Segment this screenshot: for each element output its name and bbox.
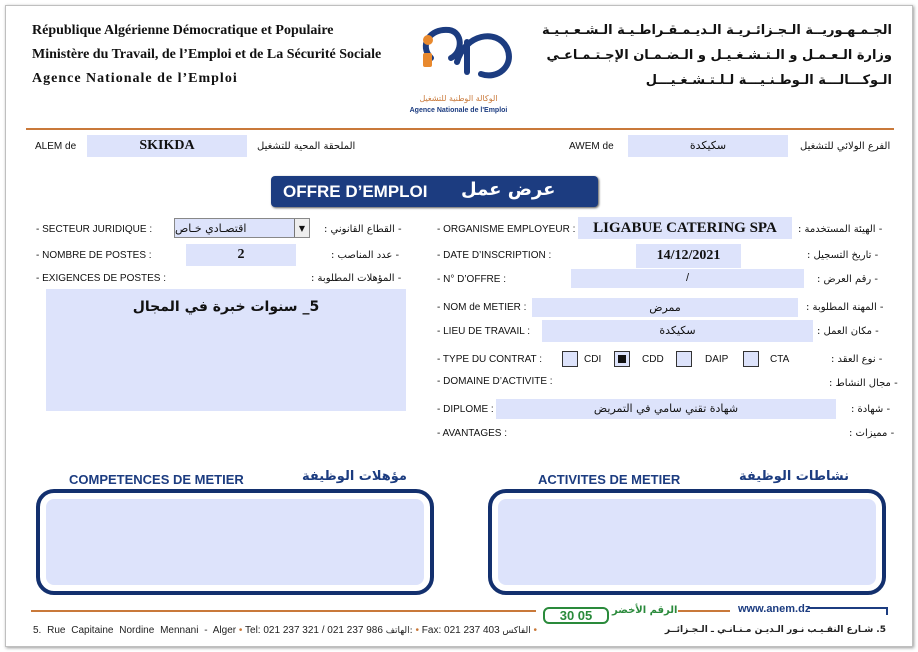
contrat-daip-checkbox[interactable] xyxy=(676,351,692,367)
contrat-cta-checkbox[interactable] xyxy=(743,351,759,367)
date-label-arabic: - تاريخ التسجيل : xyxy=(807,250,879,261)
secteur-value: اقتصـادي خـاص xyxy=(175,222,247,235)
header-ar-ministry: وزارة الـعـمـل و الـتـشـغـيـل و الـضـمـان الإجـتـمـاعـي xyxy=(546,48,892,63)
logo-arabic-text: الوكالة الوطنية للتشغيل xyxy=(419,94,498,103)
banner-title-fr: OFFRE D’EMPLOI xyxy=(283,182,428,201)
contrat-cta-label: CTA xyxy=(770,354,790,365)
awem-label-arabic: الفرع الولائي للتشغيل xyxy=(800,141,891,152)
contrat-cdi-label: CDI xyxy=(584,354,602,365)
contrat-label-arabic: - نوع العقد : xyxy=(831,354,883,365)
metier-label: - NOM de METIER : xyxy=(437,302,527,313)
activites-title: ACTIVITES DE METIER xyxy=(538,472,681,487)
alem-label: ALEM de xyxy=(35,141,77,152)
header-fr-agency: Agence Nationale de l’Emploi xyxy=(32,71,238,86)
alem-field[interactable]: SKIKDA xyxy=(87,135,247,157)
exigences-label-arabic: - المؤهلات المطلوبة : xyxy=(311,273,402,284)
avantages-label: - AVANTAGES : xyxy=(437,428,508,439)
domaine-label-arabic: - مجال النشاط : xyxy=(829,378,898,389)
competences-panel xyxy=(36,489,434,595)
green-number-label: الرقم الأخضر xyxy=(612,605,678,616)
contrat-daip-label: DAIP xyxy=(705,354,729,365)
organisme-label-arabic: - الهيئة المستخدمة : xyxy=(798,224,883,235)
header-ar-republic: الجـمـهـوريــة الـجـزائـريـة الـديـمـقـراطـيـة الـشـعـبـيـة xyxy=(541,23,892,38)
competences-field[interactable] xyxy=(46,499,424,585)
competences-title: COMPETENCES DE METIER xyxy=(69,472,244,487)
contrat-cdd-label: CDD xyxy=(642,354,664,365)
offre-label: - N° D’OFFRE : xyxy=(437,274,506,285)
offre-field[interactable]: / xyxy=(571,269,804,288)
offre-emploi-banner xyxy=(271,176,598,207)
contrat-cdi-checkbox[interactable] xyxy=(562,351,578,367)
postes-field[interactable]: 2 xyxy=(186,244,296,266)
footer-address-fr: 5. Rue Capitaine Nordine Mennani - Alger • Tel: 021 237 321 / 021 237 986 الهاتف: • Fax: 021 237 403 الفاكس • xyxy=(33,625,538,636)
anem-logo xyxy=(401,18,516,123)
footer-bracket xyxy=(808,607,888,615)
contrat-cdd-checkbox[interactable] xyxy=(614,351,630,367)
green-number-badge xyxy=(543,607,609,624)
competences-title-arabic: مؤهلات الوظيفة xyxy=(302,469,407,484)
exigences-label: - EXIGENCES DE POSTES : xyxy=(36,273,167,284)
date-label: - DATE D’INSCRIPTION : xyxy=(437,250,552,261)
exigences-field[interactable]: 5_ سنوات خبرة في المجال xyxy=(46,289,406,411)
metier-field[interactable]: ممرض xyxy=(532,298,798,317)
domaine-label: - DOMAINE D’ACTIVITE : xyxy=(437,376,553,387)
green-number: 30 05 xyxy=(559,608,593,623)
activites-panel xyxy=(488,489,886,595)
secteur-label-arabic: - القطاع القانوني : xyxy=(324,224,402,235)
phone-label-ar: الهاتف: xyxy=(385,626,413,636)
offre-label-arabic: - رقم العرض : xyxy=(817,274,879,285)
footer-address-ar: 5. شـارع النقـيـب نـور الـديـن مـنـانـي ـ الـجـزائــر xyxy=(664,625,886,635)
chevron-down-icon[interactable]: ▼ xyxy=(294,219,309,238)
alem-label-arabic: الملحقة المحية للتشغيل xyxy=(257,141,356,152)
address-fr: 5. Rue Capitaine Nordine Mennani - Alger xyxy=(33,625,237,636)
header-divider xyxy=(26,128,894,130)
logo-french-text: Agence Nationale de l'Emploi xyxy=(409,107,508,114)
header-arabic xyxy=(532,18,892,93)
secteur-label: - SECTEUR JURIDIQUE : xyxy=(36,224,153,235)
banner-title-ar: عرض عمل xyxy=(461,179,556,200)
logo-icon xyxy=(401,18,516,98)
fax-number: Fax: 021 237 403 xyxy=(421,625,500,636)
fax-label-ar: الفاكس xyxy=(502,626,531,636)
footer-divider-left xyxy=(31,610,536,612)
header-fr-republic: République Algérienne Démocratique et Populaire xyxy=(32,23,334,38)
lieu-label-arabic: - مكان العمل : xyxy=(817,326,879,337)
postes-label-arabic: - عدد المناصب : xyxy=(331,250,400,261)
footer-divider-middle xyxy=(678,610,730,612)
phone-numbers: Tel: 021 237 321 / 021 237 986 xyxy=(245,625,383,636)
website-link[interactable]: www.anem.dz xyxy=(738,603,811,615)
diplome-label: - DIPLOME : xyxy=(437,404,494,415)
activites-field[interactable] xyxy=(498,499,876,585)
organisme-label: - ORGANISME EMPLOYEUR : xyxy=(437,224,576,235)
date-field[interactable]: 14/12/2021 xyxy=(636,244,741,268)
postes-label: - NOMBRE DE POSTES : xyxy=(36,250,152,261)
diplome-label-arabic: - شهادة : xyxy=(851,404,891,415)
diplome-field[interactable]: شهادة تقني سامي في التمريض xyxy=(496,399,836,419)
lieu-field[interactable]: سكيكدة xyxy=(542,320,813,342)
header-french xyxy=(32,19,381,91)
contrat-label: - TYPE DU CONTRAT : xyxy=(437,354,543,365)
header-fr-ministry: Ministère du Travail, de l’Emploi et de La Sécurité Sociale xyxy=(32,47,382,62)
document-page xyxy=(5,5,913,647)
lieu-label: - LIEU DE TRAVAIL : xyxy=(437,326,530,337)
activites-title-arabic: نشاطات الوظيفة xyxy=(739,469,849,484)
secteur-select[interactable] xyxy=(174,218,310,238)
awem-label: AWEM de xyxy=(569,141,614,152)
awem-field[interactable]: سكيكدة xyxy=(628,135,788,157)
organisme-field[interactable]: LIGABUE CATERING SPA xyxy=(578,217,792,239)
metier-label-arabic: - المهنة المطلوبة : xyxy=(806,302,884,313)
header-ar-agency: الـوكـــالـــة الـوطـنـيـــة لـلـتـشـغـيـــل xyxy=(645,73,892,88)
avantages-label-arabic: - مميزات : xyxy=(849,428,895,439)
